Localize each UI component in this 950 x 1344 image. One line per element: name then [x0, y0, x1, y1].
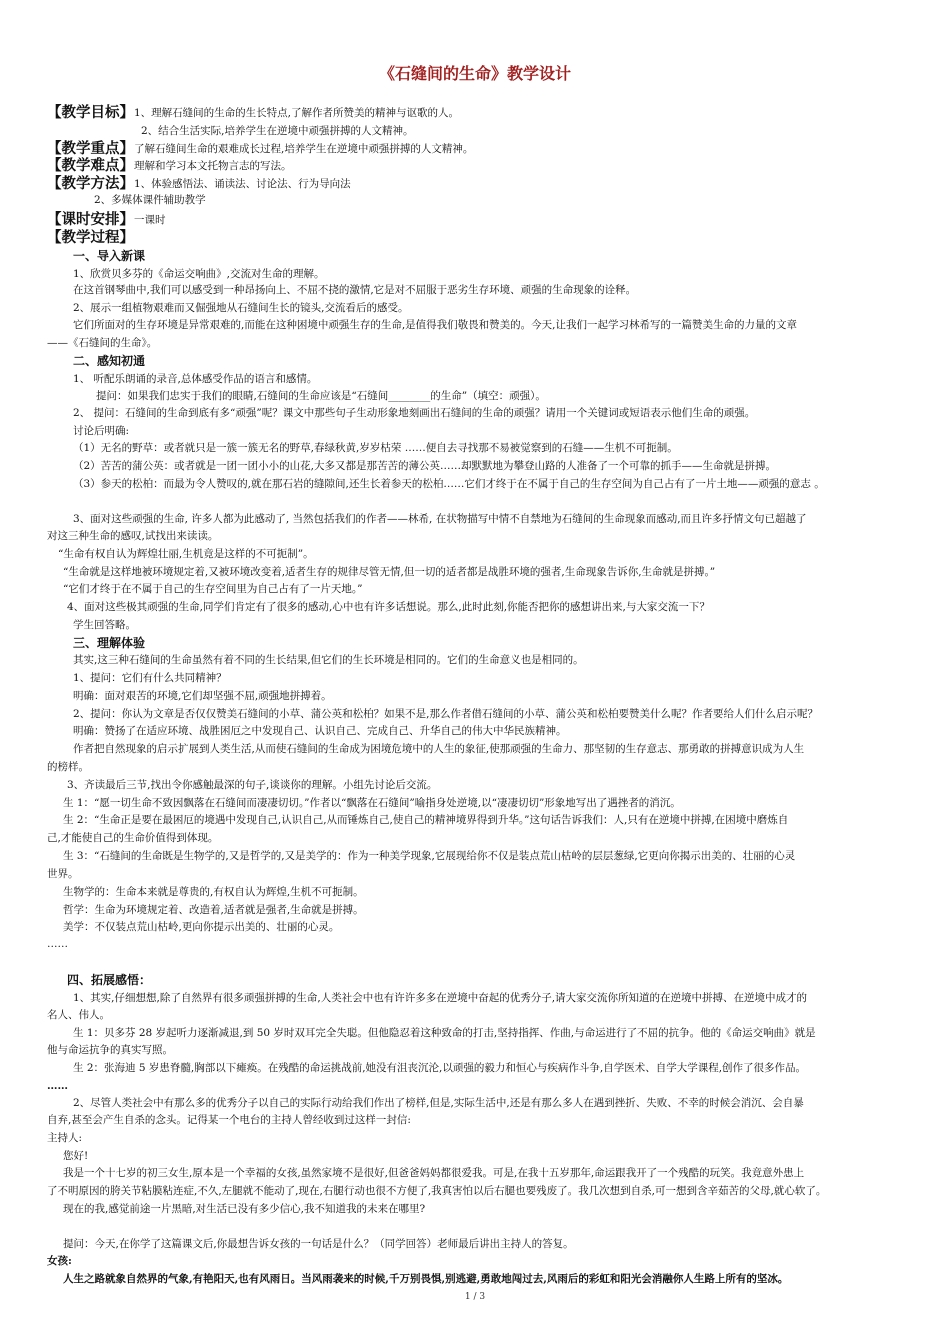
- text-line: [63, 849, 795, 863]
- line-text: “生命就是这样地被环境规定着,又被环境改变着,适者生存的规律尽管无情,但一切的适者都是战胜环境的强者,生命现象告诉你,生命就是拼搏。”: [63, 566, 716, 578]
- line-text: 2、多媒体课件辅助教学: [94, 194, 206, 206]
- line-text: 2、结合生活实际,培养学生在逆境中顽强拼搏的人文精神。: [141, 125, 414, 137]
- text-line: [63, 885, 364, 899]
- line-text: 2、 提问：石缝间的生命到底有多“顽强”呢？课文中那些句子生动形象地刻画出石缝间的生命的顽强？请用一个关键词或短语表示他们生命的顽强。: [73, 407, 756, 419]
- text-line: [96, 389, 546, 403]
- text-line: [73, 689, 332, 703]
- line-text: 生 1：“愿一切生命不致因飘落在石缝间而凄凄切切。”作者以“飘落在石缝间”喻指身处逆境,以“凄凄切切”形象地写出了遇挫者的消沉。: [63, 797, 681, 809]
- line-text: 作者把自然现象的启示扩展到人类生活,从而使石缝间的生命成为困境危境中的人生的象征,使那顽强的生命力、那坚韧的生存意志、那勇敢的拼搏意识成为人生: [73, 743, 805, 755]
- line-text: 明确：面对艰苦的环境,它们却坚强不屈,顽强地拼搏着。: [73, 690, 332, 702]
- section-heading-line: [47, 230, 134, 246]
- text-line: [73, 724, 567, 738]
- text-line: [63, 903, 364, 917]
- text-line: [67, 600, 710, 614]
- line-text: 1、 听配乐朗诵的录音,总体感受作品的语言和感情。: [73, 373, 318, 385]
- text-line: [73, 618, 136, 632]
- line-text: 二、感知初通: [73, 354, 146, 368]
- line-text: 1、其实,仔细想想,除了自然界有很多顽强拼搏的生命,人类社会中也有许许多多在逆境中奋起的优秀分子,请大家交流你所知道的在逆境中拼搏、在逆境中成才的: [73, 992, 808, 1004]
- text-line: [73, 636, 145, 651]
- text-line: [47, 1254, 72, 1268]
- line-text: 一课时: [134, 214, 166, 226]
- line-text: 生 1：贝多芬 28 岁起听力逐渐减退,到 50 岁时双耳完全失聪。但他隐忍着这种致命的打击,坚持指挥、作曲,与命运进行了不屈的抗争。他的《命运交响曲》就是: [73, 1027, 816, 1039]
- text-line: [73, 441, 678, 455]
- text-line: [63, 1202, 425, 1216]
- line-text: 3、齐读最后三节,找出令你感触最深的句子,谈谈你的理解。小组先讨论后交流。: [67, 779, 438, 791]
- text-line: [63, 1272, 788, 1286]
- line-text: 一、导入新课: [73, 249, 146, 263]
- text-line: [73, 653, 584, 667]
- line-text: 1、欣赏贝多芬的《命运交响曲》,交流对生命的理解。: [73, 268, 325, 280]
- line-text: 4、面对这些极其顽强的生命,同学们肯定有了很多的感动,心中也有许多话想说。那么,此时此刻,你能否把你的感想讲出来,与大家交流一下？: [67, 601, 710, 613]
- line-text: 对这三种生命的感叹,试找出来读读。: [47, 530, 219, 542]
- bracket-heading: 【教学方法】: [47, 176, 134, 192]
- text-line: [63, 582, 363, 596]
- line-text: 它们所面对的生存环境是异常艰难的,而能在这种困境中顽强生存的生命,是值得我们敬畏和赞美的。今天,让我们一起学习林希写的一篇赞美生命的力量的文章: [73, 319, 798, 331]
- text-line: [47, 760, 89, 774]
- line-text: 1、体验感悟法、诵读法、讨论法、行为导向法: [134, 178, 351, 190]
- line-text: 世界。: [47, 868, 79, 880]
- line-text: 女孩:: [47, 1255, 72, 1267]
- line-text: 2、尽管人类社会中有那么多的优秀分子以自己的实际行动给我们作出了榜样,但是,实际生活中,还是有那么多人在遇到挫折、失败、不幸的时候会消沉、会自暴: [73, 1097, 804, 1109]
- section-heading-line: [47, 105, 459, 121]
- text-line: [67, 973, 151, 988]
- line-text: 生物学的：生命本来就是尊贵的,有权自认为辉煌,生机不可扼制。: [63, 886, 364, 898]
- line-text: ……: [47, 938, 68, 950]
- section-heading-line: [47, 176, 351, 192]
- line-text: 生 2：“生命正是要在最困厄的境遇中发现自己,认识自己,从而锤炼自己,使自己的精神境界得到升华。”这句话告诉我们：人,只有在逆境中拼搏,在困境中磨炼自: [63, 814, 789, 826]
- line-text: 己,才能使自己的生命价值得到体现。: [47, 832, 219, 844]
- text-line: [73, 512, 807, 526]
- line-text: 生 2：张海迪 5 岁患脊髓,胸部以下瘫痪。在残酷的命运挑战前,她没有沮丧沉沦,以顽强的毅力和恒心与疾病作斗争,自学医术、自学大学课程,创作了很多作品。: [73, 1062, 807, 1074]
- line-text: 学生回答略。: [73, 619, 136, 631]
- text-line: [73, 1096, 804, 1110]
- text-line: [73, 477, 825, 491]
- text-line: [47, 529, 218, 543]
- text-line: [73, 424, 129, 438]
- text-line: [73, 707, 818, 721]
- line-text: 名人、伟人。: [47, 1009, 110, 1021]
- text-line: [63, 1166, 804, 1180]
- text-line: [73, 406, 755, 420]
- text-line: [63, 1149, 88, 1163]
- line-text: 明确：赞扬了在适应环境、战胜困厄之中发现自己、认识自己、完成自己、升华自己的伟大中华民族精神。: [73, 725, 567, 737]
- text-line: [47, 1008, 110, 1022]
- text-line: [73, 1026, 816, 1040]
- line-text: 美学：不仅装点荒山枯岭,更向你提示出美的、壮丽的心灵。: [63, 921, 340, 933]
- line-text: 您好!: [63, 1150, 89, 1162]
- document-title: 《石缝间的生命》教学设计: [378, 64, 571, 83]
- text-line: [58, 547, 314, 561]
- line-text: 1、提问：它们有什么共同精神？: [73, 672, 227, 684]
- line-text: ……: [47, 1080, 68, 1092]
- text-line: [63, 920, 339, 934]
- line-text: 三、理解体验: [73, 636, 146, 650]
- text-line: [73, 249, 145, 264]
- line-text: 了不明原因的胯关节粘膜粘连症,不久,左腿就不能动了,现在,右腿行动也很不方便了,我真害怕以后右腿也要残废了。我几次想到自杀,可一想到含辛茹苦的父母,就心软了。: [47, 1185, 827, 1197]
- text-line: [63, 1237, 574, 1251]
- text-line: [47, 336, 157, 350]
- text-line: [141, 124, 414, 138]
- section-heading-line: [47, 212, 166, 228]
- text-line: [47, 1079, 68, 1093]
- text-line: [47, 1131, 82, 1145]
- text-line: [47, 831, 218, 845]
- text-line: [73, 459, 776, 473]
- text-line: [63, 813, 788, 827]
- section-heading-line: [47, 158, 292, 174]
- line-text: 主持人:: [47, 1132, 83, 1144]
- line-text: （2）苦苦的蒲公英：或者就是一团一团小小的山花,大多又都是那苦苦的薄公英……却默默地为攀登山路的人准备了一个可靠的抓手——生命就是拼搏。: [73, 460, 777, 472]
- text-line: [73, 1061, 806, 1075]
- bracket-heading: 【教学目标】: [47, 105, 134, 121]
- line-text: 人生之路就象自然界的气象,有艳阳天,也有风雨日。当风雨袭来的时候,千万别畏惧,别逃避,勇敢地闯过去,风雨后的彩虹和阳光会消融你人生路上所有的坚冰。: [63, 1273, 789, 1285]
- line-text: 四、拓展感悟：: [67, 973, 152, 987]
- bracket-heading: 【课时安排】: [47, 212, 134, 228]
- line-text: 我是一个十七岁的初三女生,原本是一个幸福的女孩,虽然家境不是很好,但爸爸妈妈都很爱我。可是,在我十五岁那年,命运跟我开了一个残酷的玩笑。我竟意外患上: [63, 1167, 805, 1179]
- line-text: 提问：今天,在你学了这篇课文后,你最想告诉女孩的一句话是什么？（同学回答）老师最后讲出主持人的答复。: [63, 1238, 574, 1250]
- line-text: ——《石缝间的生命》。: [47, 337, 158, 349]
- text-line: [47, 937, 68, 951]
- line-text: 提问：如果我们忠实于我们的眼睛,石缝间的生命应该是“石缝间________的生命”（填空：顽强）。: [96, 390, 546, 402]
- bracket-heading: 【教学过程】: [47, 230, 134, 246]
- text-line: [47, 1184, 826, 1198]
- line-text: “生命有权自认为辉煌壮丽,生机竟是这样的不可扼制”。: [58, 548, 314, 560]
- line-text: 3、面对这些顽强的生命, 许多人都为此感动了, 当然包括我们的作者——林希, 在状物描写中情不自禁地为石缝间的生命现象而感动,而且许多抒情文句已超越了: [73, 513, 807, 525]
- text-line: [73, 267, 325, 281]
- line-text: 现在的我,感觉前途一片黑暗,对生活已没有多少信心,我不知道我的未来在哪里?: [63, 1203, 426, 1215]
- line-text: 其实,这三种石缝间的生命虽然有着不同的生长结果,但它们的生长环境是相同的。它们的生命意义也是相同的。: [73, 654, 584, 666]
- text-line: [63, 565, 715, 579]
- text-line: [47, 1043, 173, 1057]
- line-text: 2、提问：你认为文章是否仅仅赞美石缝间的小草、蒲公英和松柏？如果不是,那么作者借石缝间的小草、蒲公英和松柏要赞美什么呢？作者要给人们什么启示呢？: [73, 708, 819, 720]
- text-line: [73, 671, 227, 685]
- text-line: [73, 742, 804, 756]
- page-number: 1 / 3: [464, 1292, 486, 1302]
- text-line: [73, 283, 636, 297]
- line-text: 理解和学习本文托物言志的写法。: [134, 160, 292, 172]
- line-text: 了解石缝间生命的艰难成长过程,培养学生在逆境中顽强拼搏的人文精神。: [134, 143, 474, 155]
- line-text: 他与命运抗争的真实写照。: [47, 1044, 173, 1056]
- text-line: [73, 354, 145, 369]
- line-text: 哲学：生命为环境规定着、改造着,适者就是强者,生命就是拼搏。: [63, 904, 364, 916]
- line-text: 自弃,甚至会产生自杀的念头。记得某一个电台的主持人曾经收到过这样一封信:: [47, 1114, 411, 1126]
- bracket-heading: 【教学重点】: [47, 141, 134, 157]
- text-line: [73, 318, 797, 332]
- section-heading-line: [47, 141, 473, 157]
- text-line: [73, 301, 409, 315]
- line-text: 生 3：“石缝间的生命既是生物学的,又是哲学的,又是美学的：作为一种美学现象,它展现给你不仅是装点荒山枯岭的层层葱绿,它更向你揭示出美的、壮丽的心灵: [63, 850, 796, 862]
- line-text: 讨论后明确:: [73, 425, 130, 437]
- line-text: （3）参天的松柏：而最为令人赞叹的,就在那石岩的缝隙间,还生长着参天的松柏……它们才终于在不属于自己的生存空间为自己占有了一片土地——顽强的意志 。: [73, 478, 825, 490]
- line-text: （1）无名的野草：或者就只是一簇一簇无名的野草,春绿秋黄,岁岁枯荣 ……便自去寻找那不易被觉察到的石缝——生机不可扼制。: [73, 442, 678, 454]
- line-text: 2、展示一组植物艰难而又倔强地从石缝间生长的镜头,交流看后的感受。: [73, 302, 409, 314]
- line-text: 1、理解石缝间的生命的生长特点,了解作者所赞美的精神与讴歌的人。: [134, 107, 460, 119]
- text-line: [47, 1113, 411, 1127]
- text-line: [63, 796, 681, 810]
- text-line: [94, 193, 206, 207]
- line-text: “它们才终于在不属于自己的生存空间里为自己占有了一片天地。”: [63, 583, 363, 595]
- text-line: [73, 991, 807, 1005]
- text-line: [67, 778, 437, 792]
- text-line: [73, 372, 317, 386]
- line-text: 的榜样。: [47, 761, 89, 773]
- bracket-heading: 【教学难点】: [47, 158, 134, 174]
- text-line: [47, 867, 79, 881]
- line-text: 在这首钢琴曲中,我们可以感受到一种昂扬向上、不屈不挠的激情,它是对不屈服于恶劣生存环境、顽强的生命现象的诠释。: [73, 284, 637, 296]
